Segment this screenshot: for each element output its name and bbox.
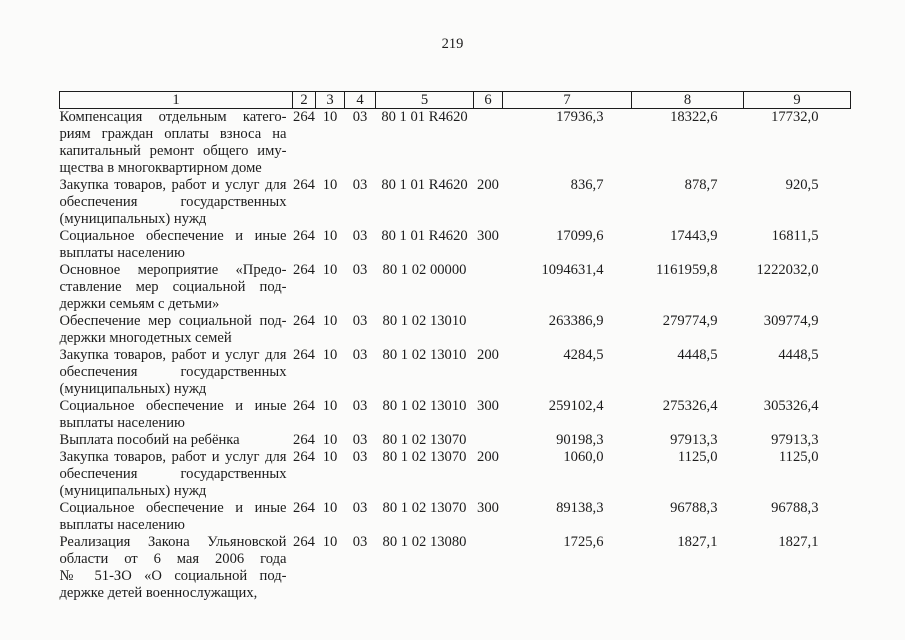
amount-col9: 4448,5 [778, 347, 819, 363]
description-line: риям граждан оплаты взноса на [59, 126, 287, 142]
subsection-code: 03 [352, 228, 368, 244]
target-article-code: 80 1 01 R4620 [381, 177, 468, 193]
amount-col9: 1125,0 [778, 449, 819, 465]
description-line: (муниципальных) нужд [59, 381, 207, 397]
amount-col9: 309774,9 [763, 313, 819, 329]
expense-type-code: 200 [477, 449, 499, 465]
amount-col8: 1125,0 [677, 449, 718, 465]
target-article-code: 80 1 01 R4620 [381, 228, 468, 244]
table-row [60, 177, 851, 228]
amount-col7: 17099,6 [556, 228, 604, 244]
table-row [60, 432, 851, 449]
description-line: выплаты населению [59, 517, 185, 533]
ministry-code: 264 [293, 500, 315, 516]
header-row [60, 92, 851, 109]
description-line: Обеспечение мер социальной под- [59, 313, 287, 329]
ministry-code: 264 [293, 534, 315, 550]
column-header: 4 [345, 92, 376, 109]
amount-col8: 97913,3 [670, 432, 718, 448]
row-description [60, 347, 293, 398]
expense-type-code: 200 [477, 347, 499, 363]
amount-col9: 305326,4 [763, 398, 819, 414]
description-line: Социальное обеспечение и иные [59, 398, 287, 414]
expense-type-code [474, 109, 503, 178]
subsection-code: 03 [352, 449, 368, 465]
row-description [60, 109, 293, 178]
expense-type-code [474, 534, 503, 602]
description-line: капитальный ремонт общего иму- [59, 143, 287, 159]
description-line: Закупка товаров, работ и услуг для [59, 449, 287, 465]
amount-col7: 836,7 [570, 177, 604, 193]
row-description [60, 432, 293, 449]
description-line: обеспечения государственных [59, 466, 287, 482]
section-code: 10 [322, 177, 338, 193]
target-article-code: 80 1 02 13070 [382, 500, 467, 516]
ministry-code: 264 [293, 177, 315, 193]
table-row [60, 398, 851, 432]
target-article-code: 80 1 02 13010 [382, 347, 467, 363]
description-line: Социальное обеспечение и иные [59, 500, 287, 516]
table-row [60, 313, 851, 347]
description-line: Компенсация отдельным катего- [59, 109, 287, 125]
section-code: 10 [322, 109, 338, 125]
expense-type-code [474, 313, 503, 347]
description-line: Закупка товаров, работ и услуг для [59, 347, 287, 363]
amount-col7: 4284,5 [563, 347, 604, 363]
table-body [60, 109, 851, 603]
target-article-code: 80 1 02 13010 [382, 398, 467, 414]
description-line: Выплата пособий на ребёнка [59, 432, 240, 448]
description-line: Социальное обеспечение и иные [59, 228, 287, 244]
amount-col8: 1161959,8 [656, 262, 718, 278]
section-code: 10 [322, 398, 338, 414]
budget-table [59, 91, 851, 602]
subsection-code: 03 [352, 313, 368, 329]
description-line: щества в многоквартирном доме [59, 160, 262, 176]
amount-col7: 89138,3 [556, 500, 604, 516]
amount-col7: 90198,3 [556, 432, 604, 448]
expense-type-code [474, 432, 503, 449]
section-code: 10 [322, 228, 338, 244]
description-line: ставление мер социальной под- [59, 279, 287, 295]
column-header: 7 [503, 92, 632, 109]
section-code: 10 [322, 262, 338, 278]
column-header: 6 [474, 92, 503, 109]
target-article-code: 80 1 02 13080 [382, 534, 467, 550]
subsection-code: 03 [352, 177, 368, 193]
target-article-code: 80 1 02 13070 [382, 449, 467, 465]
amount-col8: 878,7 [684, 177, 718, 193]
description-line: обеспечения государственных [59, 364, 287, 380]
subsection-code: 03 [352, 347, 368, 363]
target-article-code: 80 1 02 00000 [382, 262, 467, 278]
ministry-code: 264 [293, 347, 315, 363]
expense-type-code: 200 [477, 177, 499, 193]
amount-col8: 17443,9 [670, 228, 718, 244]
subsection-code: 03 [352, 109, 368, 125]
row-description [60, 177, 293, 228]
amount-col9: 96788,3 [771, 500, 819, 516]
description-line: обеспечения государственных [59, 194, 287, 210]
row-description [60, 228, 293, 262]
table-row [60, 109, 851, 178]
subsection-code: 03 [352, 432, 368, 448]
amount-col7: 263386,9 [548, 313, 604, 329]
table-row [60, 500, 851, 534]
ministry-code: 264 [293, 432, 315, 448]
ministry-code: 264 [293, 109, 315, 125]
table-row [60, 534, 851, 602]
row-description [60, 313, 293, 347]
description-line: области от 6 мая 2006 года [59, 551, 287, 567]
description-line: Основное мероприятие «Предо- [59, 262, 287, 278]
subsection-code: 03 [352, 534, 368, 550]
ministry-code: 264 [293, 262, 315, 278]
column-header: 8 [632, 92, 744, 109]
description-line: (муниципальных) нужд [59, 211, 207, 227]
section-code: 10 [322, 534, 338, 550]
section-code: 10 [322, 449, 338, 465]
table-row [60, 262, 851, 313]
description-line: держки многодетных семей [59, 330, 232, 346]
section-code: 10 [322, 313, 338, 329]
target-article-code: 80 1 01 R4620 [381, 109, 468, 125]
row-description [60, 449, 293, 500]
description-line: держке детей военнослужащих, [59, 585, 258, 601]
amount-col8: 279774,9 [662, 313, 718, 329]
amount-col8: 275326,4 [662, 398, 718, 414]
ministry-code: 264 [293, 398, 315, 414]
amount-col9: 16811,5 [771, 228, 819, 244]
column-header: 1 [60, 92, 293, 109]
amount-col9: 17732,0 [771, 109, 819, 125]
column-header: 3 [316, 92, 345, 109]
description-line: (муниципальных) нужд [59, 483, 207, 499]
section-code: 10 [322, 347, 338, 363]
amount-col7: 1094631,4 [541, 262, 604, 278]
table-row [60, 228, 851, 262]
description-line: держки семьям с детьми» [59, 296, 220, 312]
column-header: 5 [376, 92, 474, 109]
expense-type-code [474, 262, 503, 313]
amount-col7: 1725,6 [563, 534, 604, 550]
section-code: 10 [322, 432, 338, 448]
row-description [60, 534, 293, 602]
subsection-code: 03 [352, 262, 368, 278]
column-header: 2 [293, 92, 316, 109]
section-code: 10 [322, 500, 338, 516]
subsection-code: 03 [352, 500, 368, 516]
row-description [60, 500, 293, 534]
amount-col9: 920,5 [785, 177, 819, 193]
row-description [60, 262, 293, 313]
table-row [60, 347, 851, 398]
row-description [60, 398, 293, 432]
description-line: выплаты населению [59, 245, 185, 261]
amount-col8: 1827,1 [677, 534, 718, 550]
amount-col7: 17936,3 [556, 109, 604, 125]
page-number: 219 [441, 36, 464, 52]
amount-col8: 18322,6 [670, 109, 718, 125]
target-article-code: 80 1 02 13010 [382, 313, 467, 329]
description-line: Реализация Закона Ульяновской [59, 534, 287, 550]
subsection-code: 03 [352, 398, 368, 414]
expense-type-code: 300 [477, 228, 499, 244]
amount-col9: 1827,1 [778, 534, 819, 550]
expense-type-code: 300 [477, 398, 499, 414]
target-article-code: 80 1 02 13070 [382, 432, 467, 448]
amount-col8: 96788,3 [670, 500, 718, 516]
description-line: Закупка товаров, работ и услуг для [59, 177, 287, 193]
description-line: выплаты населению [59, 415, 185, 431]
amount-col7: 259102,4 [548, 398, 604, 414]
amount-col8: 4448,5 [677, 347, 718, 363]
description-line: № 51-ЗО «О социальной под- [59, 568, 287, 584]
amount-col7: 1060,0 [563, 449, 604, 465]
ministry-code: 264 [293, 449, 315, 465]
amount-col9: 97913,3 [771, 432, 819, 448]
expense-type-code: 300 [477, 500, 499, 516]
column-header: 9 [744, 92, 851, 109]
amount-col9: 1222032,0 [756, 262, 819, 278]
ministry-code: 264 [293, 313, 315, 329]
table-row [60, 449, 851, 500]
ministry-code: 264 [293, 228, 315, 244]
